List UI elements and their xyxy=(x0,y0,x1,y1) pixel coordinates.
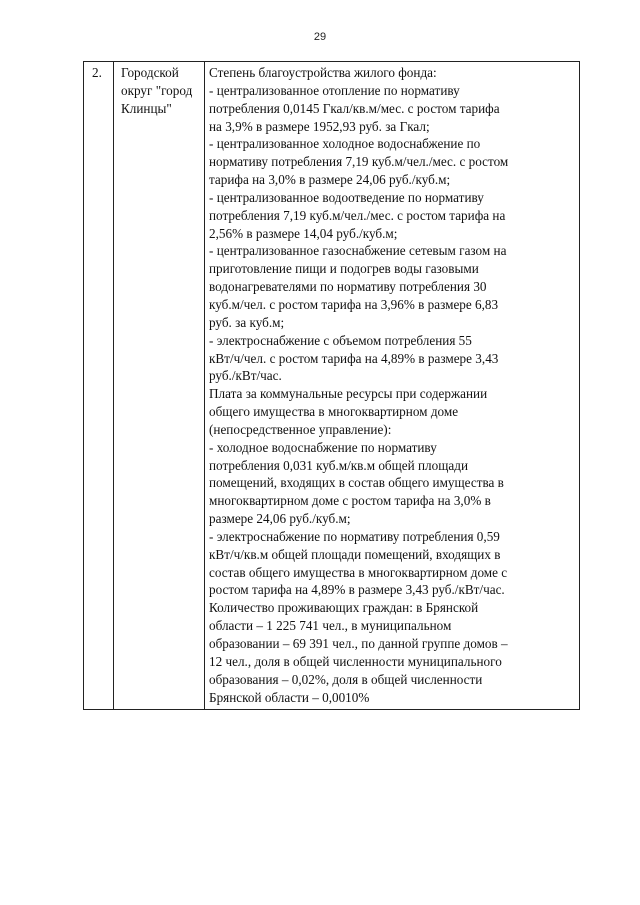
description-line: - централизованное отопление по нормативу xyxy=(209,82,460,98)
description-line: Степень благоустройства жилого фонда: xyxy=(209,65,437,80)
description-line: нормативу потребления 7,19 куб.м/чел./мес. с ростом xyxy=(209,154,509,170)
row-number-cell xyxy=(84,62,114,710)
description-line: размере 24,06 руб./куб.м; xyxy=(209,511,351,527)
description-line: - холодное водоснабжение по нормативу xyxy=(209,439,437,455)
description-line: руб./кВт/час. xyxy=(209,368,282,384)
description-line: на 3,9% в размере 1952,93 руб. за Гкал; xyxy=(209,118,430,134)
description-line: состав общего имущества в многоквартирном доме с xyxy=(209,564,508,580)
description-line: многоквартирном доме с ростом тарифа на 3,0% в xyxy=(209,493,491,509)
description-line: кВт/ч/чел. с ростом тарифа на 4,89% в размере 3,43 xyxy=(209,350,499,366)
description-line: - централизованное холодное водоснабжение по xyxy=(209,136,481,152)
description-line: потребления 0,031 куб.м/кв.м общей площади xyxy=(209,457,469,473)
description-cell xyxy=(205,62,580,710)
description-line: 12 чел., доля в общей численности муниципального xyxy=(209,653,502,669)
description-line: потребления 7,19 куб.м/чел./мес. с ростом тарифа на xyxy=(209,207,506,223)
description-line: кВт/ч/кв.м общей площади помещений, входящих в xyxy=(209,546,501,562)
municipality-cell xyxy=(114,62,205,710)
description-line: области – 1 225 741 чел., в муниципальном xyxy=(209,618,452,634)
row-number: 2. xyxy=(92,65,102,80)
municipality-name-line: округ "город xyxy=(121,82,193,98)
description-line: - электроснабжение по нормативу потребления 0,59 xyxy=(209,528,500,544)
description-line: тарифа на 3,0% в размере 24,06 руб./куб.м; xyxy=(209,172,451,188)
description-line: (непосредственное управление): xyxy=(209,421,392,437)
description-line: - централизованное газоснабжение сетевым газом на xyxy=(209,243,507,259)
description-line: - электроснабжение с объемом потребления 55 xyxy=(209,332,472,348)
page-number: 29 xyxy=(313,31,327,43)
description-line: Брянской области – 0,0010% xyxy=(209,689,370,705)
description-line: Количество проживающих граждан: в Брянской xyxy=(209,600,479,616)
document-table xyxy=(83,61,580,710)
description-line: образовании – 69 391 чел., по данной группе домов – xyxy=(209,636,508,651)
municipality-name-line: Городской xyxy=(121,65,179,80)
description-line: куб.м/чел. с ростом тарифа на 3,96% в размере 6,83 xyxy=(209,296,499,312)
description-line: приготовление пищи и подогрев воды газовыми xyxy=(209,261,479,277)
description-line: ростом тарифа на 4,89% в размере 3,43 руб./кВт/час. xyxy=(209,582,505,598)
description-line: потребления 0,0145 Гкал/кв.м/мес. с ростом тарифа xyxy=(209,100,500,116)
description-line: руб. за куб.м; xyxy=(209,314,285,330)
description-line: общего имущества в многоквартирном доме xyxy=(209,404,459,420)
description-line: образования – 0,02%, доля в общей численности xyxy=(209,671,483,687)
description-line: - централизованное водоотведение по нормативу xyxy=(209,189,484,205)
description-line: помещений, входящих в состав общего имущества в xyxy=(209,475,504,491)
description-line: Плата за коммунальные ресурсы при содержании xyxy=(209,386,488,402)
description-line: 2,56% в размере 14,04 руб./куб.м; xyxy=(209,225,398,241)
municipality-name-line: Клинцы" xyxy=(121,100,172,116)
description-line: водонагревателями по нормативу потребления 30 xyxy=(209,279,487,295)
table-row xyxy=(84,62,580,710)
